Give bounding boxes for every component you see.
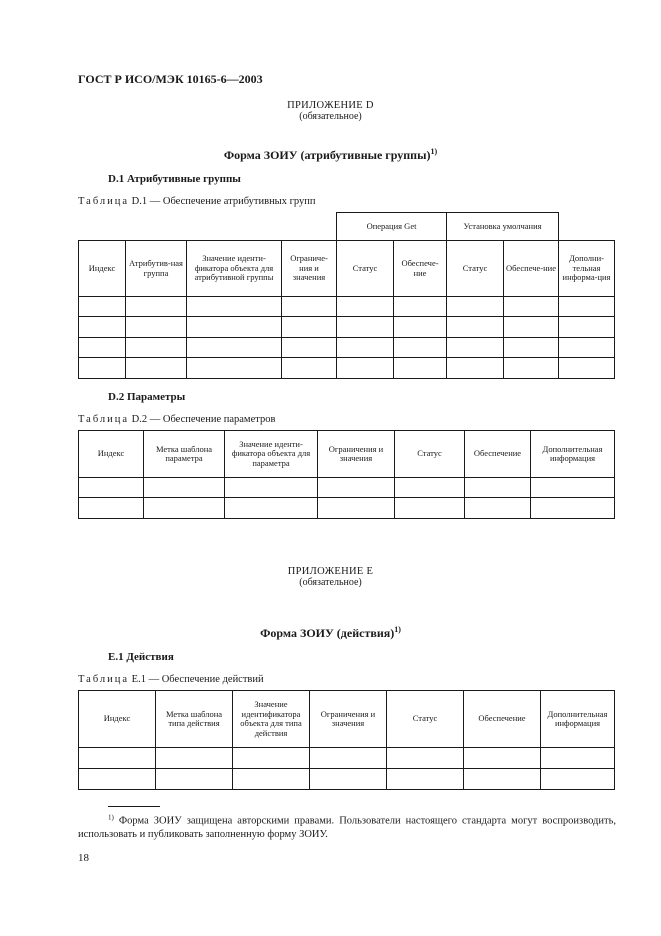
column-header: Дополнительная информация — [541, 691, 615, 748]
column-header: Ограничения и значения — [310, 691, 387, 748]
appendix-e-note: (обязательное) — [299, 577, 362, 588]
table-row — [79, 297, 615, 317]
column-header: Обеспече-ние — [504, 241, 559, 297]
column-header: Статус — [447, 241, 504, 297]
footnote — [78, 811, 616, 841]
table-row — [79, 478, 615, 498]
column-header: Значение идентификатора объекта для типа действия — [233, 691, 310, 748]
table-d2-caption: Таблица D.2 — Обеспечение параметров — [78, 414, 276, 425]
document-header: ГОСТ Р ИСО/МЭК 10165-6—2003 — [78, 72, 263, 86]
footnote-divider — [108, 806, 160, 807]
appendix-d-title: ПРИЛОЖЕНИЕ D — [287, 100, 374, 111]
column-header: Статус — [337, 241, 394, 297]
column-header: Обеспечение — [465, 431, 531, 478]
table-d1-caption: Таблица D.1 — Обеспечение атрибутивных групп — [78, 196, 316, 207]
column-header: Значение иденти-фикатора объекта для параметра — [225, 431, 318, 478]
column-header: Обеспече-ние — [394, 241, 447, 297]
footnote-marker: 1) — [108, 813, 114, 821]
appendix-d-form-title: Форма ЗОИУ (атрибутивные группы)$^{1)}$ — [223, 147, 438, 162]
section-d1-heading: D.1 Атрибутивные группы — [108, 173, 241, 185]
column-header: Дополнительная информация — [531, 431, 615, 478]
column-header: Ограниче-ния и значения — [282, 241, 337, 297]
column-header: Значение иденти-фикатора объекта для атрибутивной группы — [187, 241, 282, 297]
column-header: Атрибутив-ная группа — [126, 241, 187, 297]
column-header: Статус — [387, 691, 464, 748]
table-row — [79, 358, 615, 379]
column-header: Метка шаблона типа действия — [156, 691, 233, 748]
group-header-get: Операция Get — [337, 213, 447, 241]
table-row — [79, 748, 615, 769]
group-header-default: Установка умолчания — [447, 213, 559, 241]
table-row — [79, 498, 615, 519]
table-row — [79, 317, 615, 338]
section-d2-heading: D.2 Параметры — [108, 391, 186, 403]
table-row — [79, 769, 615, 790]
page-number: 18 — [78, 852, 89, 864]
table-e1 — [78, 690, 615, 790]
column-header: Обеспечение — [464, 691, 541, 748]
table-d2 — [78, 430, 615, 519]
appendix-e-form-title: Форма ЗОИУ (действия)$^{1)}$ — [260, 625, 401, 640]
appendix-e-title: ПРИЛОЖЕНИЕ E — [287, 566, 374, 577]
appendix-d-note: (обязательное) — [299, 111, 362, 122]
table-e1-caption: Таблица E.1 — Обеспечение действий — [78, 674, 264, 685]
column-header: Дополни-тельная информа-ция — [559, 241, 615, 297]
column-header: Метка шаблона параметра — [144, 431, 225, 478]
column-header: Ограничения и значения — [318, 431, 395, 478]
column-header: Индекс — [79, 431, 144, 478]
column-header: Индекс — [79, 241, 126, 297]
footnote-text: Форма ЗОИУ защищена авторскими правами. Пользователи настоящего стандарта могут воспроизводить, использовать и публиковать заполненную форму ЗОИУ. — [78, 815, 616, 840]
table-row — [79, 338, 615, 358]
column-header: Индекс — [79, 691, 156, 748]
section-e1-heading: E.1 Действия — [108, 651, 174, 663]
column-header: Статус — [395, 431, 465, 478]
table-d1 — [78, 212, 615, 379]
